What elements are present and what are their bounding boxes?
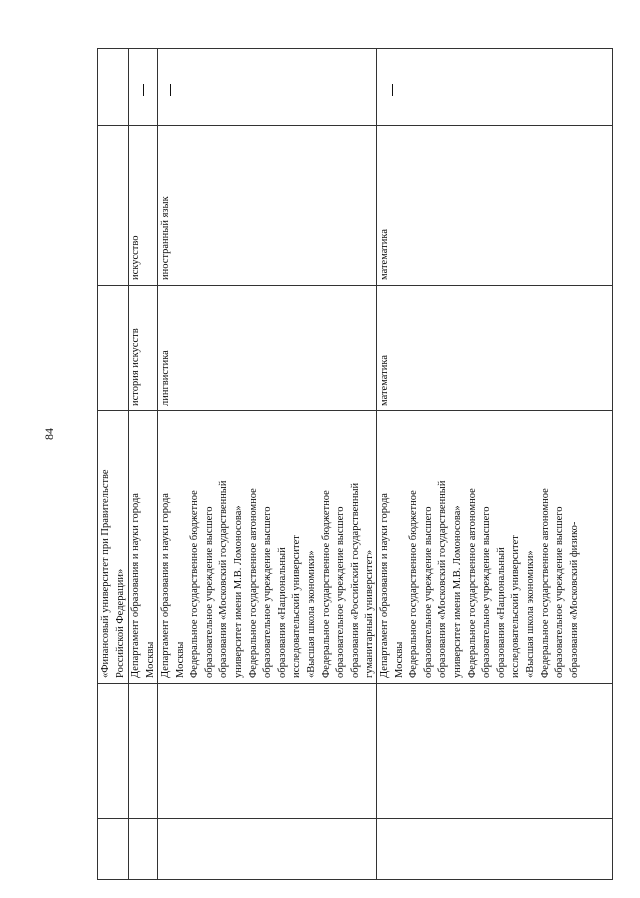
mark-cell [170,84,171,96]
table-frame [97,48,613,880]
column-divider [97,818,613,819]
org-cell: «Финансовый университет при Правительстве Российской Федерации» [100,469,126,678]
direction-cell: лингвистика [160,350,171,406]
org-cell: Департамент образования и науки города Москвы Федеральное государственное бюджетное образовательное учреждение высшего образования «Московский государственный университет имени М.В. Ломоносова» Федеральное государственное автономное образовательное учреждение высшего образования «Национальный исследовательский университет «Высшая школа экономики» Федеральное государственное автономное образовательное учреждение высшего образования «Московский физико- [379,480,580,678]
column-divider [97,125,613,126]
direction-cell: математика [379,355,390,406]
subject-cell: математика [379,229,390,280]
org-cell: Департамент образования и науки города Москвы Федеральное государственное бюджетное образовательное учреждение высшего образования «Московский государственный университет имени М.В. Ломоносова» Федеральное государственное автономное образовательное учреждение высшего образования «Национальный исследовательский университет «Высшая школа экономики» Федеральное государственное бюджетное образовательное учреждение высшего образования «Российский государственный гуманитарный университет» [160,480,376,678]
mark-cell [143,84,144,96]
page-number: 84 [42,428,56,440]
org-cell: Департамент образования и науки города Москвы [130,493,156,678]
column-divider [97,683,613,684]
mark-cell [392,84,393,96]
row-divider [128,48,129,880]
row-divider [157,48,158,880]
column-divider [97,285,613,286]
row-divider [376,48,377,880]
direction-cell: история искусств [130,328,141,406]
column-divider [97,410,613,411]
subject-cell: искусство [130,235,141,280]
subject-cell: иностранный язык [160,196,171,280]
